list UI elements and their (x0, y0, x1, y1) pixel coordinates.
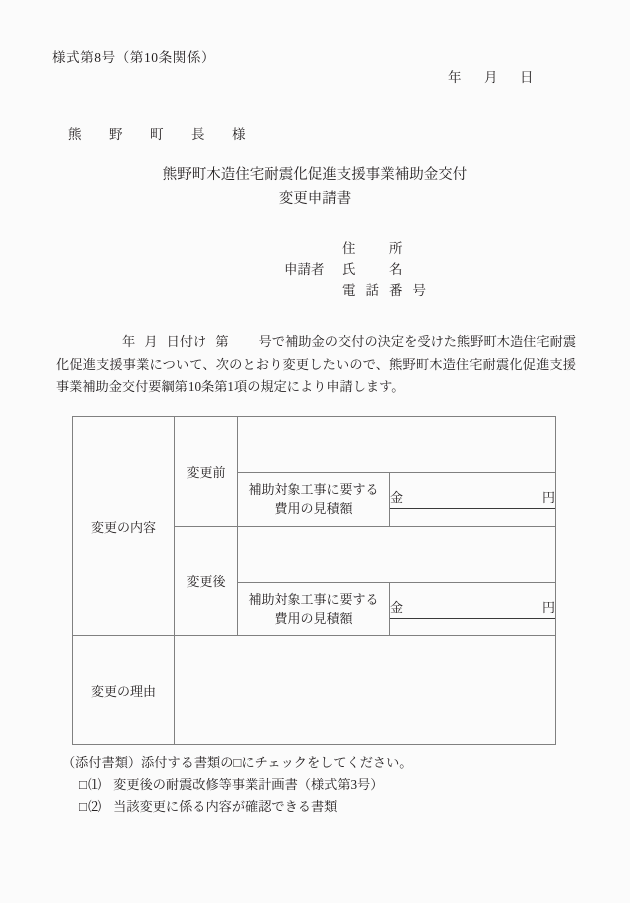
table-row (73, 636, 556, 745)
date-day-label: 日 (520, 70, 534, 85)
applicant-name-row (284, 259, 436, 280)
body-number-prefix: 第 (215, 334, 229, 349)
checkbox-icon[interactable]: □ (79, 799, 87, 814)
before-amount-suffix: 円 (541, 490, 555, 506)
before-estimate-amount-cell[interactable] (390, 473, 556, 527)
attachment-item-2-label: 当該変更に係る内容が確認できる書類 (113, 799, 338, 814)
applicant-label: 申請者 (284, 262, 325, 277)
applicant-address-label: 住 所 (342, 241, 413, 256)
change-details-table (72, 416, 556, 745)
applicant-name-label: 氏 名 (342, 262, 413, 277)
after-amount-field[interactable] (390, 599, 555, 619)
before-estimate-label-line-2: 費用の見積額 (274, 501, 353, 517)
after-amount-suffix: 円 (541, 599, 555, 615)
before-estimate-label-line-1: 補助対象工事に要する (248, 482, 379, 498)
after-estimate-label-line-1: 補助対象工事に要する (248, 591, 379, 607)
applicant-address-row (284, 238, 436, 259)
attachment-item-1-number: ⑴ (87, 777, 102, 792)
body-day-label: 日付け (166, 334, 207, 349)
date-year-label: 年 (448, 70, 462, 85)
page-title-line-2: 変更申請書 (278, 191, 352, 207)
change-reason-input-cell[interactable] (175, 636, 556, 745)
applicant-phone-row (284, 280, 436, 301)
body-month-label: 月 (144, 334, 158, 349)
attachments-section (62, 752, 412, 818)
after-estimate-label-line-2: 費用の見積額 (274, 610, 353, 626)
after-free-cell[interactable] (238, 526, 556, 582)
applicant-phone-label: 電話番号 (342, 283, 436, 298)
row-label-change-reason: 変更の理由 (73, 636, 175, 745)
attachment-item-1[interactable] (62, 774, 412, 796)
attachment-item-1-label: 変更後の耐震改修等事業計画書（様式第3号） (113, 777, 384, 792)
after-estimate-label (238, 582, 390, 636)
sub-label-after: 変更後 (175, 526, 238, 636)
after-estimate-amount-cell[interactable] (390, 582, 556, 636)
checkbox-icon[interactable]: □ (79, 777, 87, 792)
body-line-2: 耐震化促進支援事業について、次のとおり変更したいので、熊野町木造住宅耐震化促 (56, 334, 577, 372)
body-year-label: 年 (122, 334, 136, 349)
body-line-1-rest: 号で補助金の交付の決定を受けた熊野町木造住宅 (258, 334, 550, 349)
body-line-3: 進支援事業補助金交付要綱第10条第1項の規定により申請します。 (56, 356, 576, 394)
sub-label-before: 変更前 (175, 417, 238, 527)
before-estimate-label (238, 473, 390, 527)
date-line (448, 66, 534, 86)
before-amount-prefix: 金 (390, 490, 404, 506)
date-month-label: 月 (484, 70, 498, 85)
body-paragraph (56, 331, 576, 399)
addressee: 熊 野 町 長 様 (68, 127, 253, 142)
row-label-change-content: 変更の内容 (73, 417, 175, 636)
page-title-line-1: 熊野町木造住宅耐震化促進支援事業補助金交付 (162, 167, 468, 183)
before-amount-field[interactable] (390, 489, 555, 509)
attachment-item-2[interactable] (62, 796, 412, 818)
attachments-heading: （添付書類）添付する書類の□にチェックをしてください。 (62, 755, 413, 770)
form-code: 様式第8号（第10条関係） (52, 50, 216, 65)
applicant-block (284, 238, 436, 301)
after-amount-prefix: 金 (390, 599, 404, 615)
before-free-cell[interactable] (238, 417, 556, 473)
page-title (0, 163, 630, 211)
table-row (73, 417, 556, 473)
attachment-item-2-number: ⑵ (87, 799, 102, 814)
